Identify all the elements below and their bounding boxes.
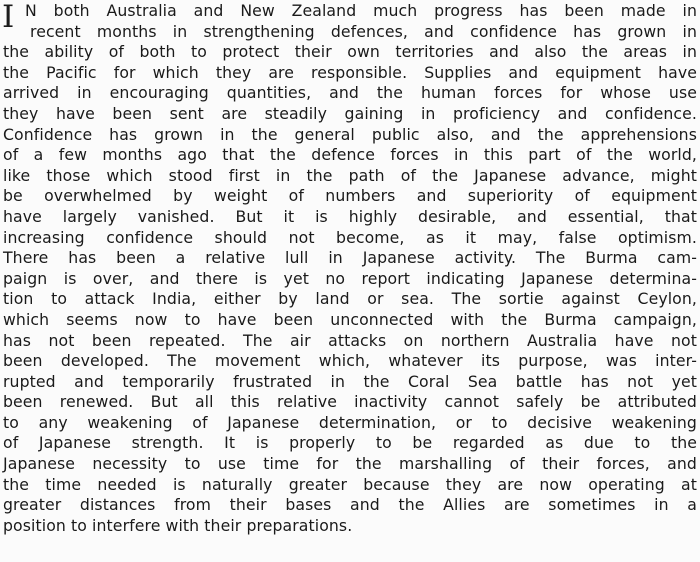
article-line: which seems now to have been unconnected with the Burma campaign,: [3, 309, 697, 329]
article-line: tion to attack India, either by land or sea. The sortie against Ceylon,: [3, 289, 697, 309]
article-line: recent months in strengthening defences, and confidence has grown in: [30, 21, 697, 41]
article-line: be overwhelmed by weight of numbers and superiority of equipment: [3, 186, 697, 206]
article-line: greater distances from their bases and the Allies are sometimes in a: [3, 495, 697, 515]
article-line: increasing confidence should not become, as it may, false optimism.: [3, 227, 697, 247]
article-line: to any weakening of Japanese determination, or to decisive weakening: [3, 412, 697, 432]
article-body: [3, 1, 697, 536]
article-line: rupted and temporarily frustrated in the Coral Sea battle has not yet: [3, 371, 697, 391]
article-line: position to interfere with their preparations.: [3, 515, 353, 535]
article-line: been renewed. But all this relative inactivity cannot safely be attributed: [3, 392, 697, 412]
article-line: the Pacific for which they are responsible. Supplies and equipment have: [3, 62, 697, 82]
article-line: arrived in encouraging quantities, and the human forces for whose use: [3, 83, 697, 103]
article-line: like those which stood first in the path of the Japanese advance, might: [3, 165, 697, 185]
article-line: There has been a relative lull in Japanese activity. The Burma cam-: [3, 248, 697, 268]
article-line: been developed. The movement which, whatever its purpose, was inter-: [3, 351, 697, 371]
article-line: of Japanese strength. It is properly to be regarded as due to the: [3, 433, 697, 453]
article-line: Confidence has grown in the general public also, and the apprehensions: [3, 124, 697, 144]
article-line: has not been repeated. The air attacks on northern Australia have not: [3, 330, 697, 350]
article-line: Japanese necessity to use time for the marshalling of their forces, and: [3, 454, 697, 474]
article-line: paign is over, and there is yet no report indicating Japanese determina-: [3, 268, 697, 288]
article-line: the time needed is naturally greater because they are now operating at: [3, 474, 697, 494]
drop-cap: I: [2, 0, 15, 35]
article-line: N both Australia and New Zealand much progress has been made in: [25, 1, 697, 20]
article-line: have largely vanished. But it is highly desirable, and essential, that: [3, 206, 697, 226]
article-line: of a few months ago that the defence forces in this part of the world,: [3, 145, 697, 165]
article-line: they have been sent are steadily gaining in proficiency and confidence.: [3, 103, 697, 123]
article-line: the ability of both to protect their own territories and also the areas in: [3, 42, 697, 62]
